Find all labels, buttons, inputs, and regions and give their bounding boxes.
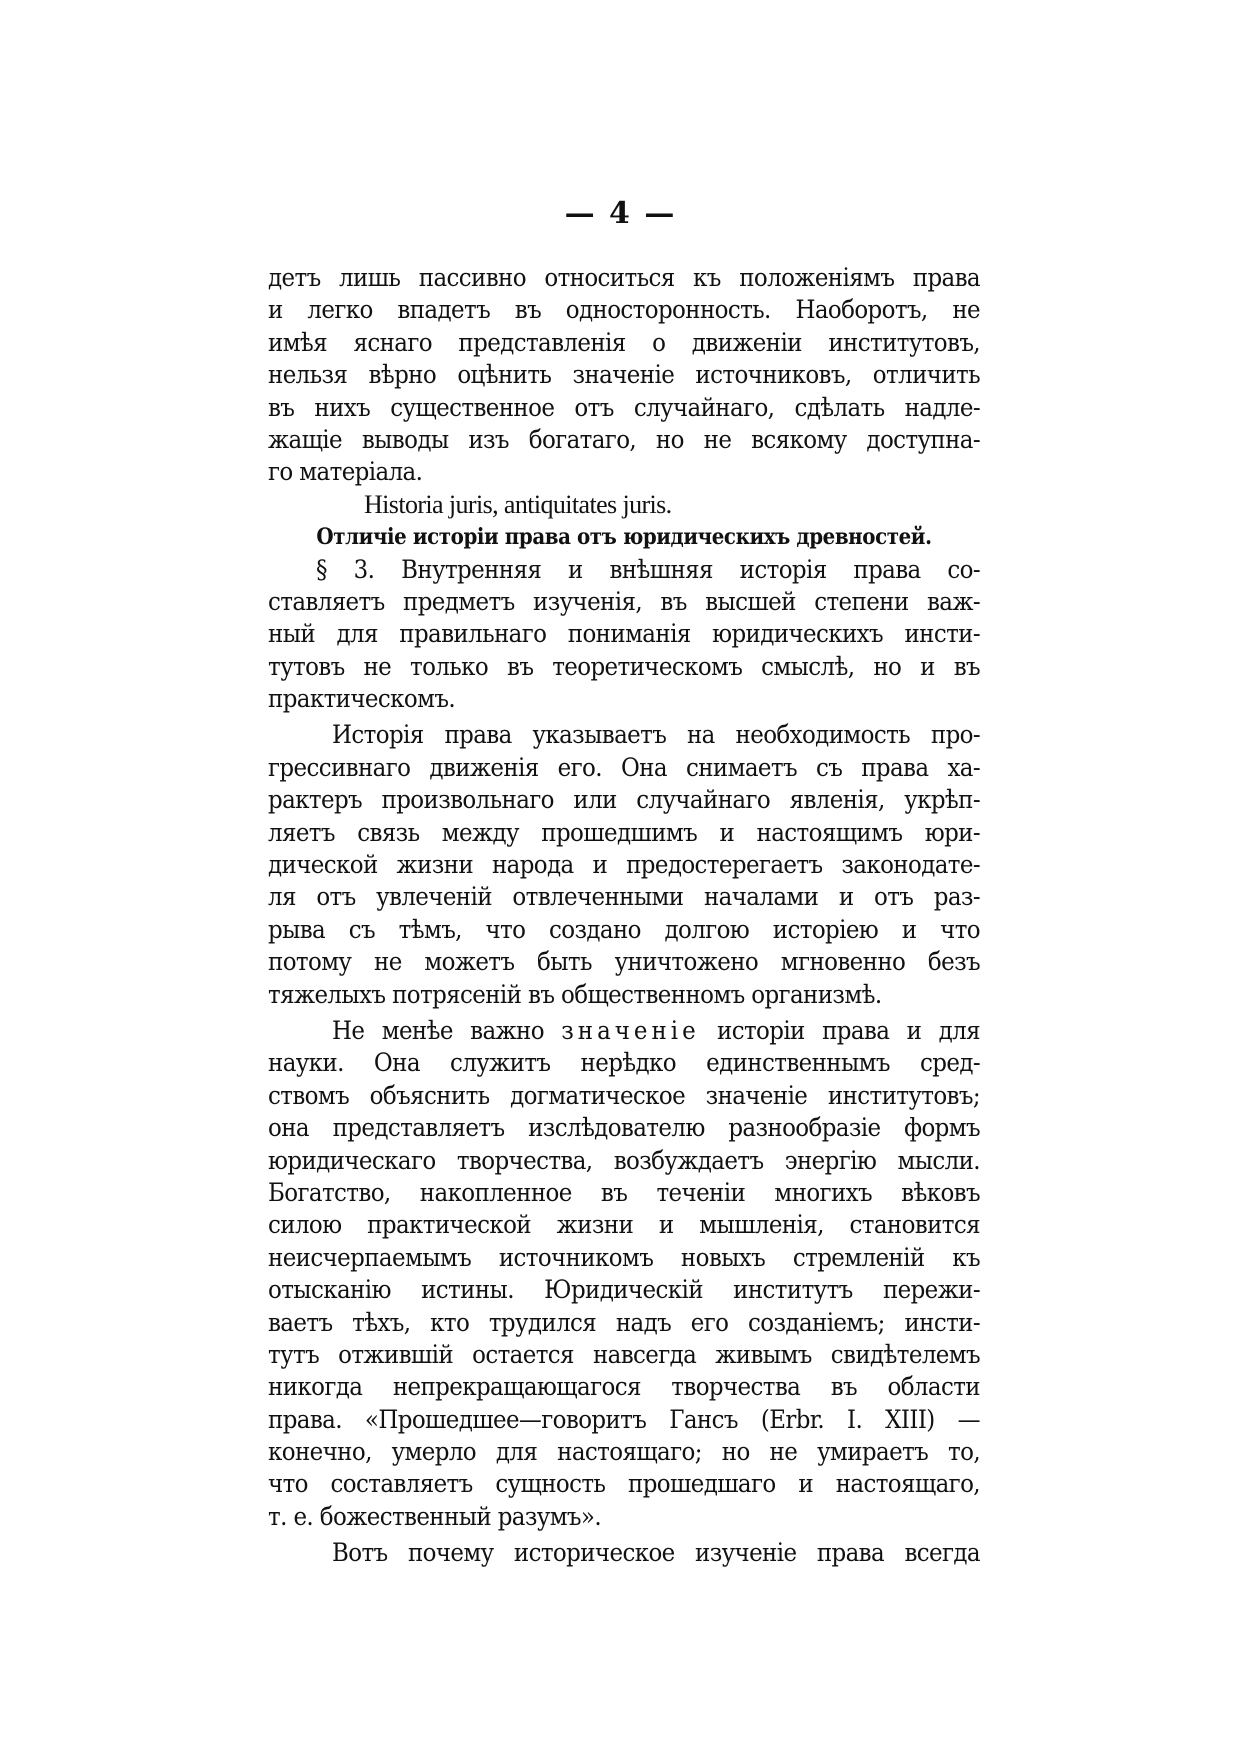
paragraph-line: силою практической жизни и мышленія, становится <box>268 1210 980 1241</box>
section-line: практическомъ. <box>268 684 456 715</box>
paragraph-fragment: Не менѣе важно <box>332 1015 562 1046</box>
page-number: — 4 — <box>564 196 677 231</box>
paragraph-line: т. е. божественный разумъ». <box>268 1501 602 1532</box>
paragraph-line: рыва съ тѣмъ, что создано долгою исторіею и что <box>268 914 980 945</box>
paragraph-line: неисчерпаемымъ источникомъ новыхъ стремленій къ <box>268 1242 980 1273</box>
text-line: имѣя яснаго представленія о движеніи институтовъ, <box>268 327 980 358</box>
paragraph-line: она представляетъ изслѣдователю разнообразіе формъ <box>268 1113 980 1144</box>
paragraph-line: конечно, умерло для настоящаго; но не умираетъ то, <box>268 1437 980 1468</box>
paragraph-line: ваетъ тѣхъ, кто трудился надъ его созданіемъ; инсти- <box>268 1307 980 1338</box>
section-line: ный для правильнаго пониманія юридическихъ инсти- <box>268 619 980 650</box>
paragraph-line: Исторія права указываетъ на необходимость про- <box>332 720 980 751</box>
paragraph-line <box>268 1015 980 1047</box>
paragraph-line: грессивнаго движенія его. Она снимаетъ съ права ха- <box>268 752 980 783</box>
text-line: нельзя вѣрно оцѣнить значеніе источниковъ, отличить <box>268 360 980 391</box>
paragraph-line: права. «Прошедшее—говоритъ Гансъ (Erbr. I. XIII) — <box>268 1404 980 1435</box>
paragraph-line: тутъ отжившій остается навсегда живымъ свидѣтелемъ <box>268 1339 980 1370</box>
paragraph-line: что составляетъ сущность прошедшаго и настоящаго, <box>268 1469 980 1500</box>
paragraph-fragment: исторіи права и для <box>699 1015 980 1046</box>
paragraph-line: ля отъ увлеченій отвлеченными началами и отъ раз- <box>268 882 980 913</box>
paragraph-line: потому не можетъ быть уничтожено мгновенно безъ <box>268 947 980 978</box>
text-line: и легко впадетъ въ односторонность. Наоборотъ, не <box>268 295 980 326</box>
paragraph-line: юридическаго творчества, возбуждаетъ энергію мысли. <box>268 1145 980 1176</box>
paragraph-line: науки. Она служитъ нерѣдко единственнымъ сред- <box>268 1048 980 1079</box>
paragraph-line: Вотъ почему историческое изученіе права всегда <box>332 1538 980 1569</box>
section-line: § 3. Внутренняя и внѣшняя исторія права со- <box>316 554 980 585</box>
section-line: тутовъ не только въ теоретическомъ смыслѣ, но и въ <box>268 651 980 682</box>
latin-heading: Historia juris, antiquitates juris. <box>364 489 672 519</box>
spaced-emphasis: значеніе <box>561 1015 700 1046</box>
paragraph-line: дической жизни народа и предостерегаетъ законодате- <box>268 850 980 881</box>
paragraph-line: ляетъ связь между прошедшимъ и настоящимъ юри- <box>268 817 980 848</box>
text-line: жащіе выводы изъ богатаго, но не всякому доступна- <box>268 424 980 455</box>
section-subheading: Отличіе исторіи права отъ юридическихъ древностей. <box>316 524 932 551</box>
body-text <box>268 262 980 1570</box>
section-line: ставляетъ предметъ изученія, въ высшей степени важ- <box>268 586 980 617</box>
text-line: въ нихъ существенное отъ случайнаго, сдѣлать надле- <box>268 392 980 423</box>
text-line: го матеріала. <box>268 457 423 488</box>
paragraph-line: ствомъ объяснить догматическое значеніе институтовъ; <box>268 1080 980 1111</box>
paragraph-line: тяжелыхъ потрясеній въ общественномъ организмѣ. <box>268 979 882 1010</box>
paragraph-line: отысканію истины. Юридическій институтъ пережи- <box>268 1275 980 1306</box>
paragraph-line: рактеръ произвольнаго или случайнаго явленія, укрѣп- <box>268 785 980 816</box>
paragraph-line: Богатство, накопленное въ теченіи многихъ вѣковъ <box>268 1177 980 1208</box>
paragraph-line: никогда непрекращающагося творчества въ области <box>268 1372 980 1403</box>
text-line: детъ лишь пассивно относиться къ положеніямъ права <box>268 263 980 293</box>
